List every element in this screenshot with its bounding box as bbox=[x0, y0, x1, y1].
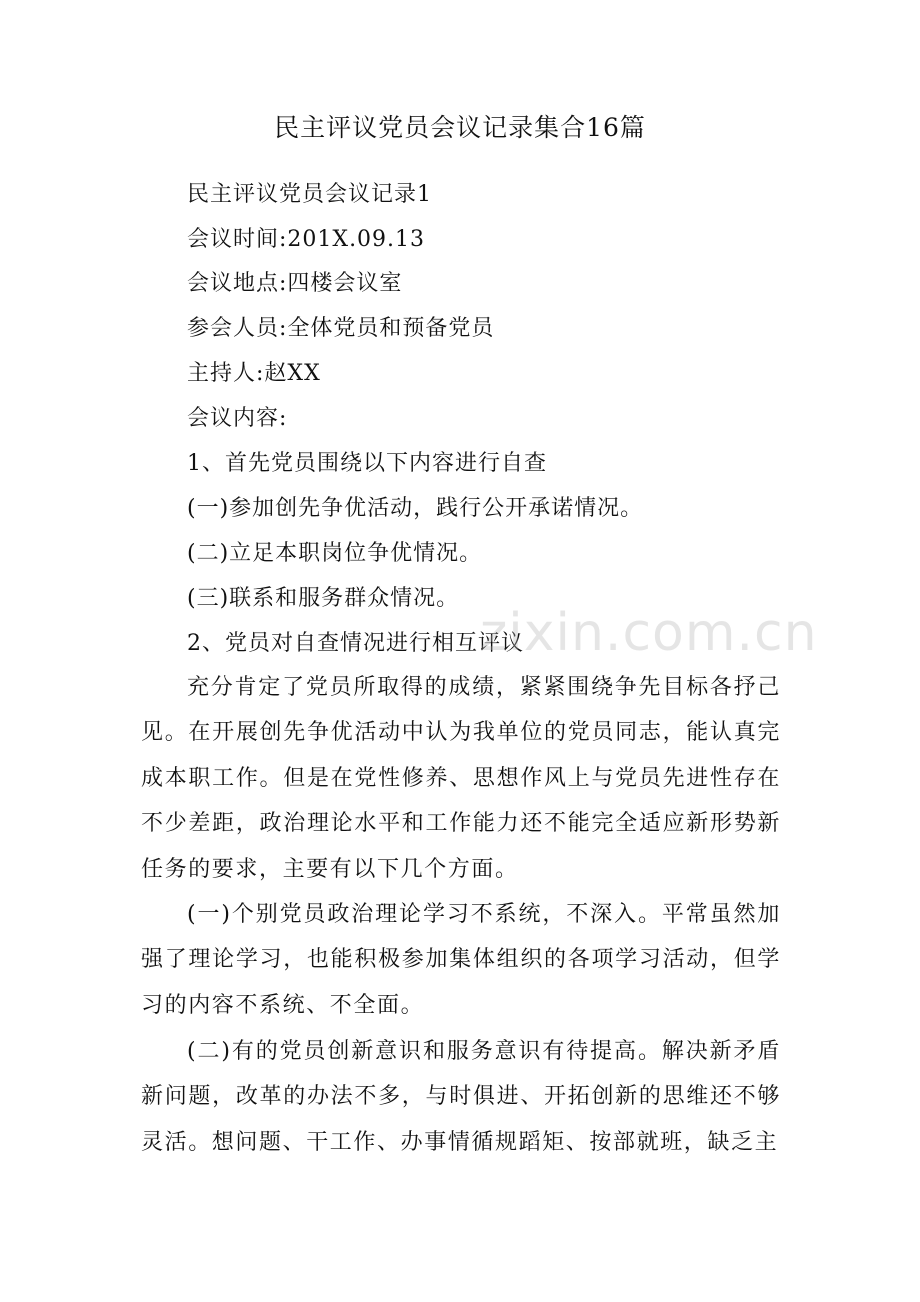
agenda-subitem-3: (三)联系和服务群众情况。 bbox=[187, 586, 460, 611]
document-title: 民主评议党员会议记录集合16篇 bbox=[274, 113, 646, 142]
watermark-text: zixin.com.cn bbox=[480, 603, 818, 663]
body-paragraph-1: 充分肯定了党员所取得的成绩，紧紧围绕争先目标各抒己见。在开展创先争优活动中认为我单位的党员同志，能认真完成本职工作。但是在党性修养、思想作风上与党员先进性存在不少差距，政治理论水平和工作能力还不能完全适应新形势新任务的要求，主要有以下几个方面。 bbox=[141, 675, 781, 882]
meeting-attendees: 参会人员:全体党员和预备党员 bbox=[187, 316, 495, 341]
section-heading: 民主评议党员会议记录1 bbox=[187, 182, 432, 207]
agenda-subitem-2: (二)立足本职岗位争优情况。 bbox=[187, 541, 483, 566]
body-paragraph-2: (一)个别党员政治理论学习不系统，不深入。平常虽然加强了理论学习，也能积极参加集体组织的各项学习活动，但学习的内容不系统、不全面。 bbox=[141, 902, 781, 1018]
body-paragraph-3: (二)有的党员创新意识和服务意识有待提高。解决新矛盾新问题，改革的办法不多，与时俱进、开拓创新的思维还不够灵活。想问题、干工作、办事情循规蹈矩、按部就班，缺乏主 bbox=[141, 1039, 781, 1155]
meeting-time: 会议时间:201X.09.13 bbox=[187, 227, 426, 252]
meeting-host: 主持人:赵XX bbox=[187, 361, 321, 386]
agenda-item-1: 1、首先党员围绕以下内容进行自查 bbox=[187, 451, 547, 476]
meeting-content-label: 会议内容: bbox=[187, 406, 288, 431]
agenda-item-2: 2、党员对自查情况进行相互评议 bbox=[187, 631, 524, 656]
agenda-subitem-1: (一)参加创先争优活动，践行公开承诺情况。 bbox=[187, 496, 644, 521]
meeting-place: 会议地点:四楼会议室 bbox=[187, 271, 403, 296]
